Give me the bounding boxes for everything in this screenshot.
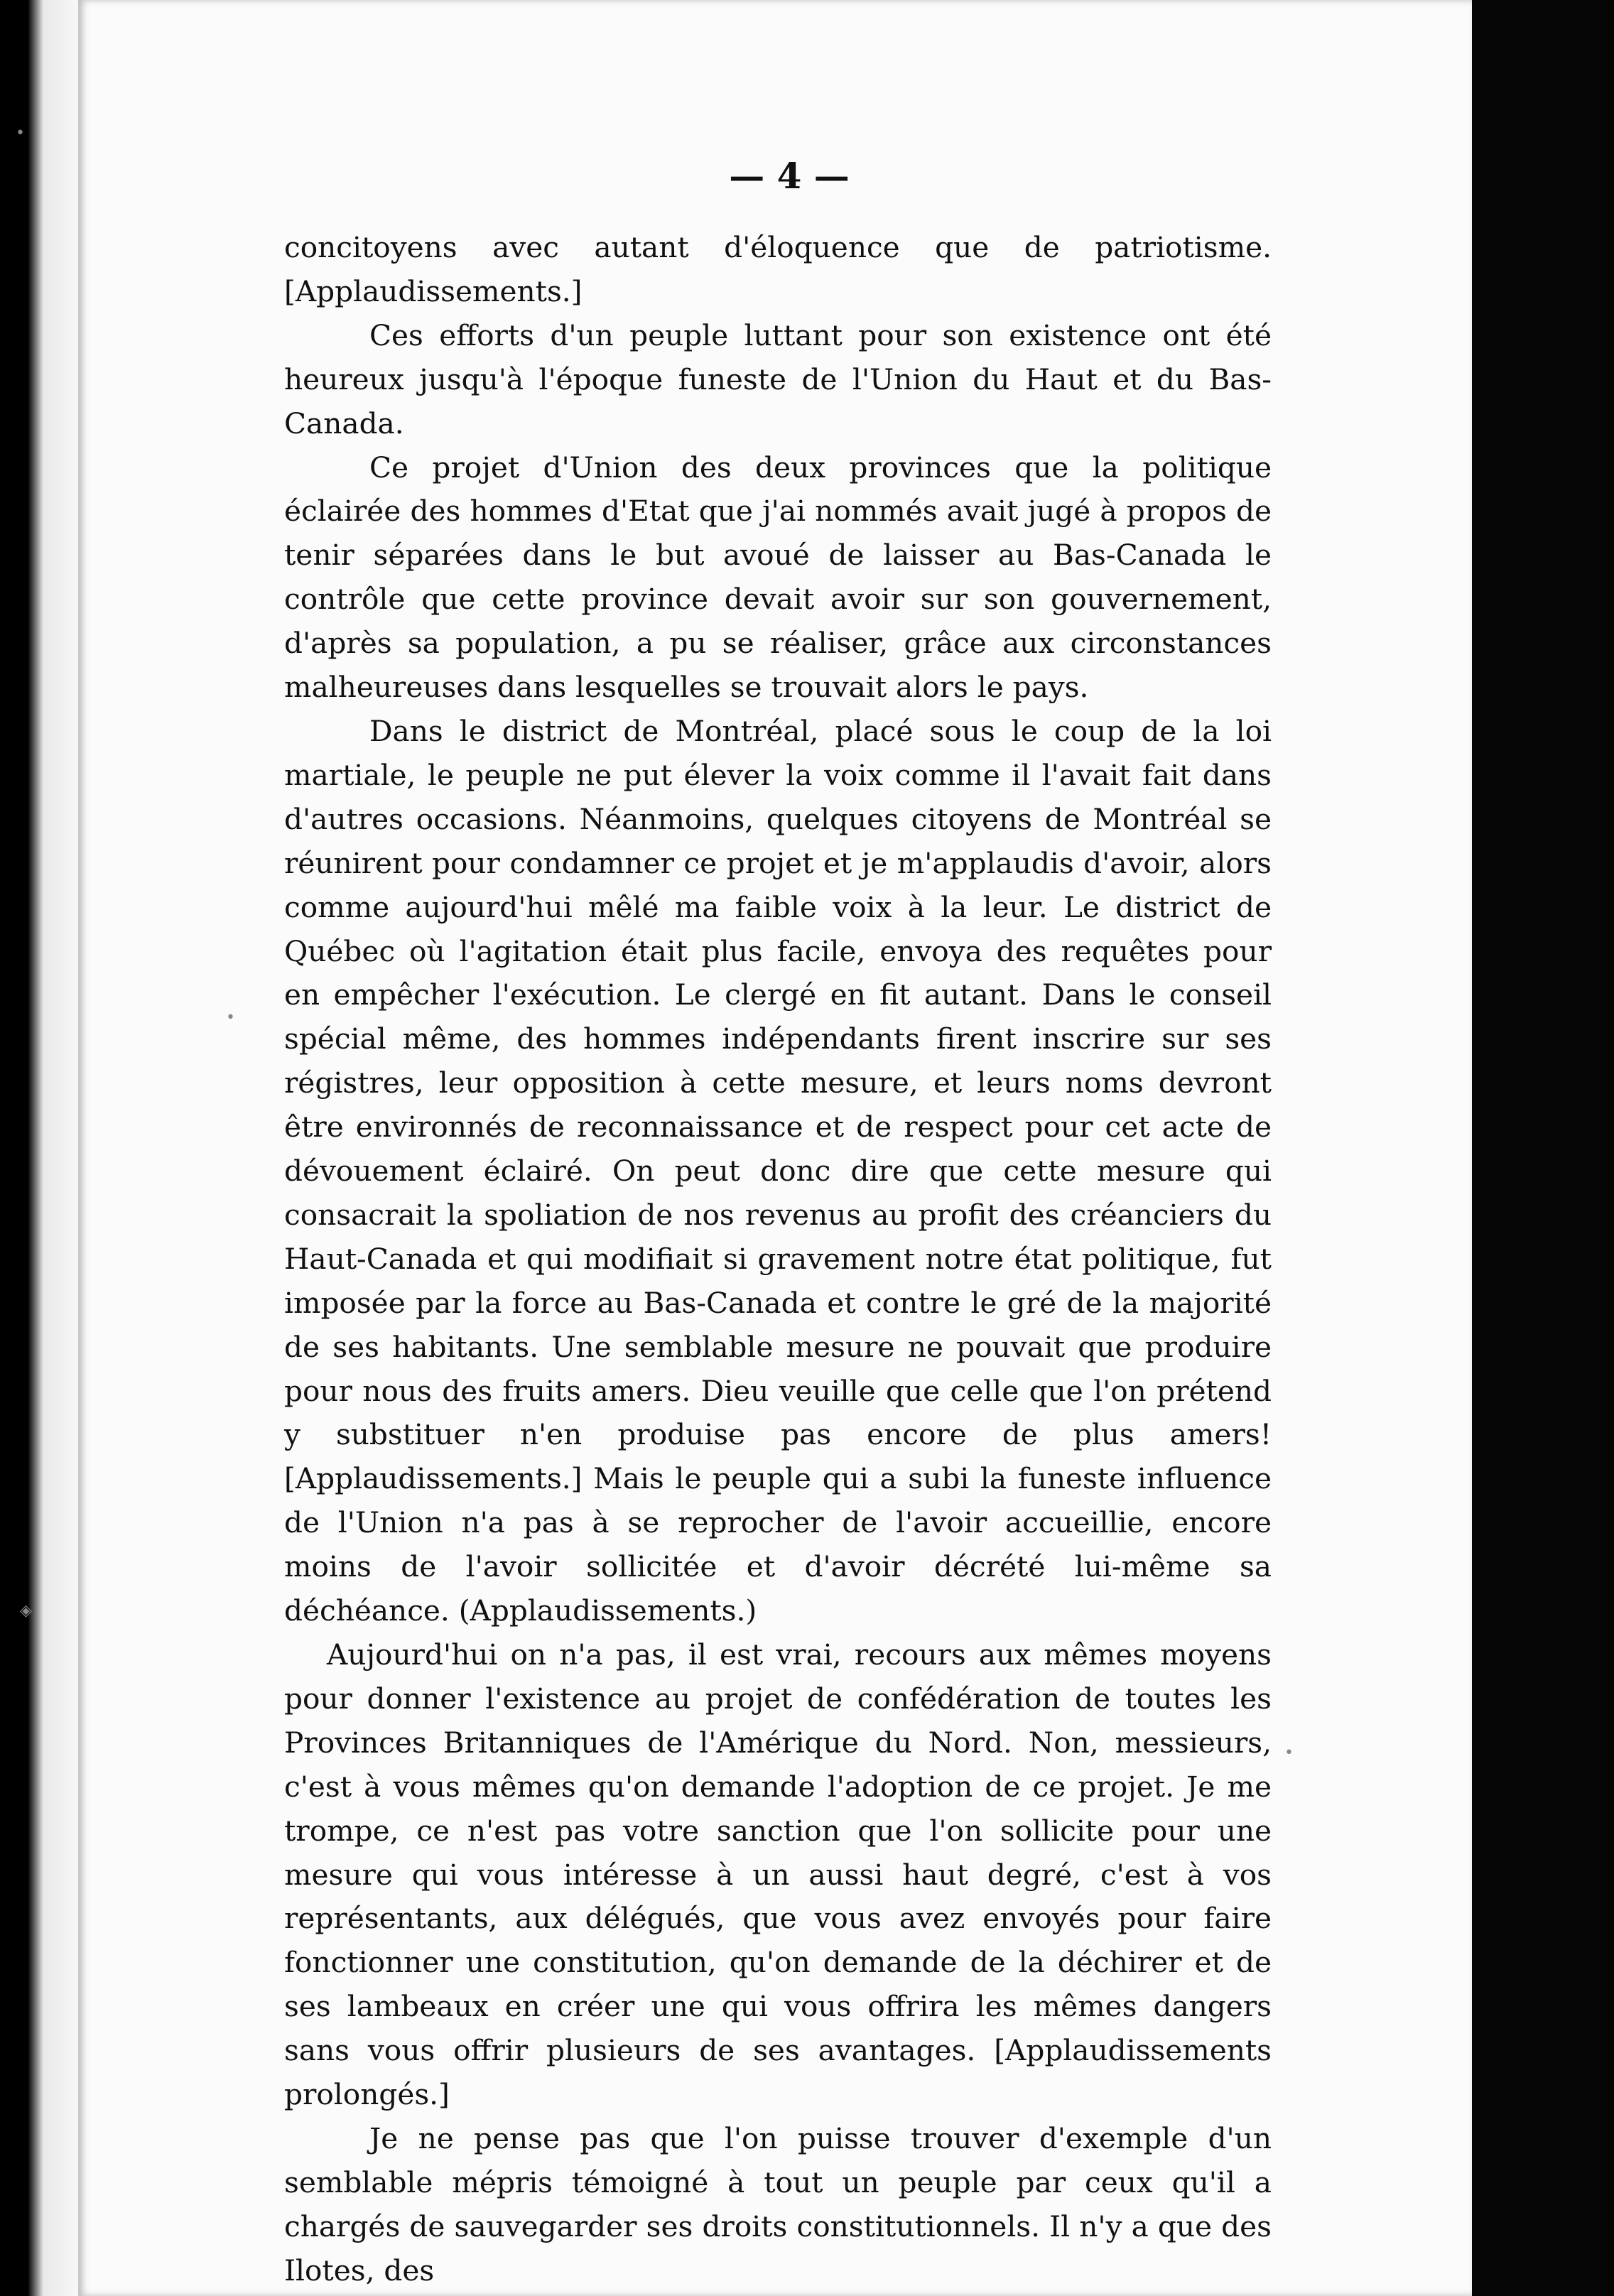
paragraph: Ces efforts d'un peuple luttant pour son existence ont été heureux jusqu'à l'époque funeste de l'Union du Haut et du Bas-Canada. [284,318,1272,440]
scan-speck: • [226,1009,235,1027]
page-number: — 4 — [729,155,850,197]
background-border [1472,0,1614,2296]
body-text [284,226,1272,2293]
left-page-edge [28,0,78,2296]
scan-speck: • [1284,1744,1294,1762]
paragraph: Ce projet d'Union des deux provinces que la politique éclairée des hommes d'Etat que j'ai nommés avait jugé à propos de tenir séparées dans le but avoué de laisser au Bas-Canada le contrôle que cette province devait avoir sur son gouvernement, d'après sa population, a pu se réaliser, grâce aux circonstances malheureuses dans lesquelles se trouvait alors le pays. [284,450,1272,705]
paragraph: Je ne pense pas que l'on puisse trouver d'exemple d'un semblable mépris témoigné à tout un peuple par ceux qu'il a chargés de sauvegarder ses droits constitutionnels. Il n'y a que des Ilotes, des [284,2121,1272,2287]
paragraph: concitoyens avec autant d'éloquence que de patriotisme. [Applaudissements.] [284,230,1272,308]
paragraph: Dans le district de Montréal, placé sous le coup de la loi martiale, le peuple ne put élever la voix comme il l'avait fait dans d'autres occasions. Néanmoins, quelques citoyens de Montréal se réunirent pour condamner ce projet et je m'applaudis d'avoir, alors comme aujourd'hui mêlé ma faible voix à la leur. Le district de Québec où l'agitation était plus facile, envoya des requêtes pour en empêcher l'exécution. Le clergé en fit autant. Dans le conseil spécial même, des hommes indépendants firent inscrire sur ses régistres, leur opposition à cette mesure, et leurs noms devront être environnés de reconnaissance et de respect pour cet acte de dévouement éclairé. On peut donc dire que cette mesure qui consacrait la spoliation de nos revenus au profit des créanciers du Haut-Canada et qui modifiait si gravement notre état politique, fut imposée par la force au Bas-Canada et contre le gré de la majorité de ses habitants. Une semblable mesure ne pouvait que produire pour nous des fruits amers. Dieu veuille que celle que l'on prétend y substituer n'en produise pas encore de plus amers! [Applaudissements.] Mais le peuple qui a subi la funeste influence de l'Union n'a pas à se reprocher de l'avoir accueillie, encore moins de l'avoir sollicitée et d'avoir décrété lui-même sa déchéance. (Applaudissements.) [284,713,1272,1628]
scan-speck: ◈ [20,1602,32,1620]
paragraph: Aujourd'hui on n'a pas, il est vrai, recours aux mêmes moyens pour donner l'existence au projet de confédération de toutes les Provinces Britanniques de l'Amérique du Nord. Non, messieurs, c'est à vous mêmes qu'on demande l'adoption de ce projet. Je me trompe, ce n'est pas votre sanction que l'on sollicite pour une mesure qui vous intéresse à un aussi haut degré, c'est à vos représentants, aux délégués, que vous avez envoyés pour faire fonctionner une constitution, qu'on demande de la déchirer et de ses lambeaux en créer une qui vous offrira les mêmes dangers sans vous offrir plusieurs de ses avantages. [Applaudissements prolongés.] [284,1637,1272,2112]
scan-speck: • [16,124,25,142]
